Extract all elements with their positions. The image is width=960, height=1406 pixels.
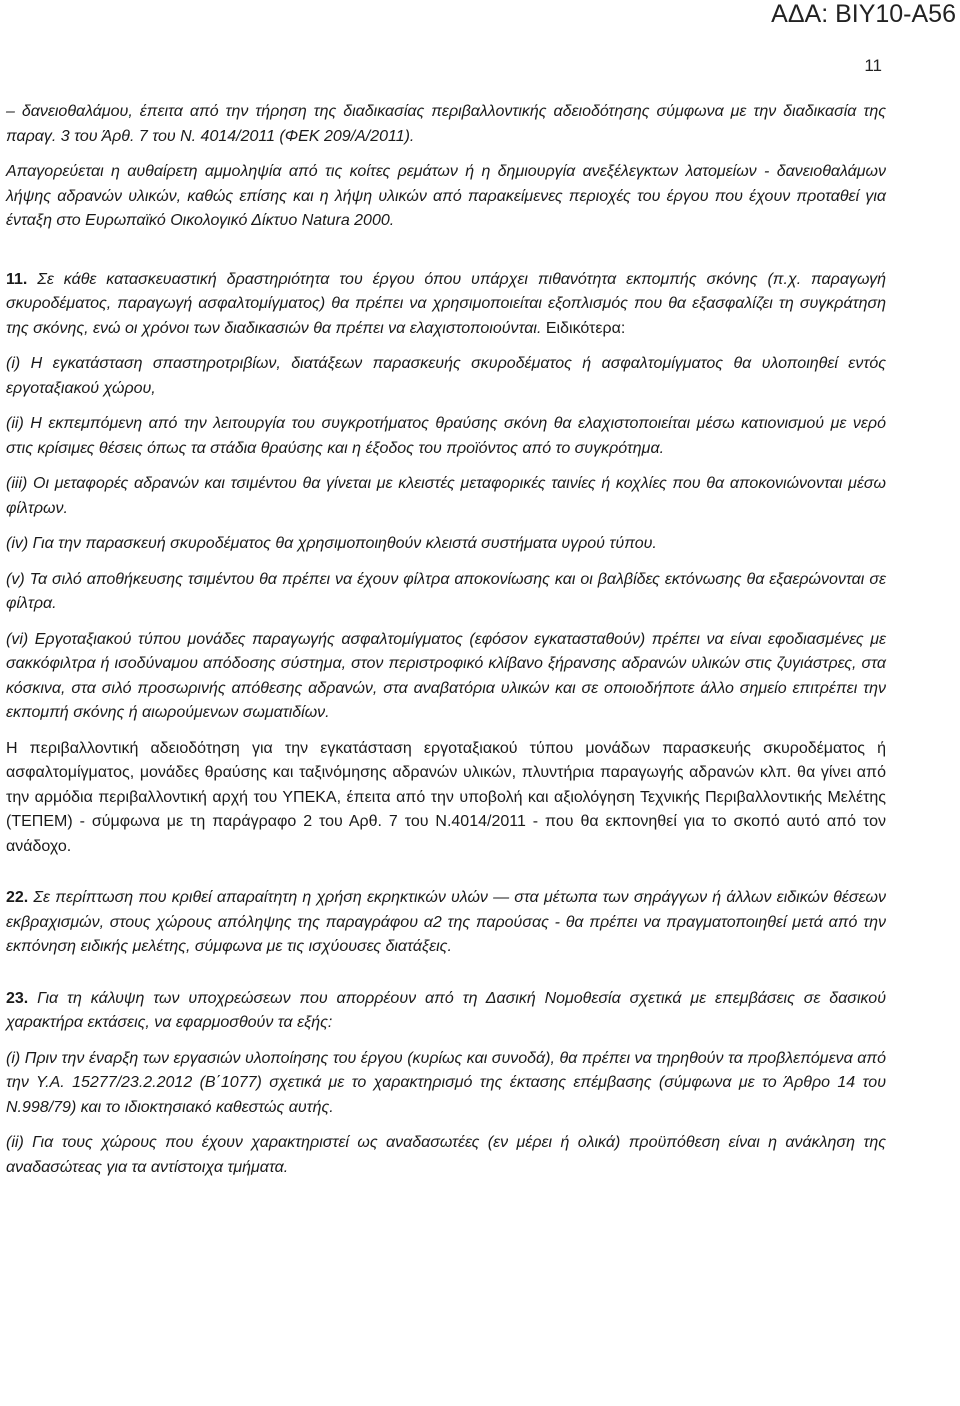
paragraph-item-22 [6,886,886,960]
item-number: 22. [6,889,29,906]
paragraph-sub-23-ii: (ii) Για τους χώρους που έχουν χαρακτηριστεί ως αναδασωτέες (εν μέρει ή ολικά) προϋπόθεση είναι η ανάκληση της αναδασώτεας για τα αντίστοιχα τμήματα. [6,1134,886,1176]
page-number: 11 [864,56,882,75]
paragraph-item-23 [6,987,886,1036]
paragraph-sub-v: (v) Τα σιλό αποθήκευσης τσιμέντου θα πρέπει να έχουν φίλτρα αποκονίωσης και οι βαλβίδες εκτόνωσης θα εξαερώνονται σε φίλτρα. [6,570,886,612]
paragraph-sub-iii: (iii) Οι μεταφορές αδρανών και τσιμέντου θα γίνεται με κλειστές μεταφορικές ταινίες ή κοχλίες που θα αποκονιώνονται μέσω φίλτρων. [6,475,886,517]
paragraph-licensing: Η περιβαλλοντική αδειοδότηση για την εγκατάσταση εργοταξιακού τύπου μονάδων παρασκευής σκυροδέματος ή ασφαλτομίγματος, μονάδες θραύσης και ταξινόμησης αδρανών υλικών, πλυντήρια παραγωγής αδρανών κλπ. θα γίνει από την αρμόδια περιβαλλοντική αρχή του ΥΠΕΚΑ, έπειτα από την υποβολή και αξιολόγηση Τεχνικής Περιβαλλοντικής Μελέτης (ΤΕΠΕΜ) - σύμφωνα με τη παράγραφο 2 του Αρθ. 7 του Ν.4014/2011 - που θα εκπονηθεί για το σκοπό αυτό από τον ανάδοχο. [6,739,886,855]
document-id: ΑΔΑ: ΒΙΥ10-Α56 [771,0,956,28]
paragraph-sub-i: (i) Η εγκατάσταση σπαστηροτριβίων, διατάξεων παρασκευής σκυροδέματος ή ασφαλτομίγματος θα υλοποιηθεί εντός εργοταξιακού χώρου, [6,355,886,397]
item-text: Για τη κάλυψη των υποχρεώσεων που απορρέουν από τη Δασική Νομοθεσία σχετικά με επεμβάσεις σε δασικού χαρακτήρα εκτάσεις, να εφαρμοσθούν τα εξής: [6,989,886,1031]
item-number: 11. [6,270,28,288]
item-tail: Ειδικότερα: [541,319,626,337]
paragraph-sub-23-i: (i) Πριν την έναρξη των εργασιών υλοποίησης του έργου (κυρίως και συνοδά), θα πρέπει να τηρηθούν τα προβλεπόμενα από την Υ.Α. 15277/23.2.2012 (Β΄1077) σχετικά με το χαρακτηρισμό της έκτασης επέμβασης (σύμφωνα με το Άρθρο 14 του Ν.998/79) και το ιδιοκτησιακό καθεστώς αυτής. [6,1049,886,1116]
item-number: 23. [6,989,29,1007]
paragraph-continuation: – δανειοθαλάμου, έπειτα από την τήρηση της διαδικασίας περιβαλλοντικής αδειοδότησης σύμφωνα με την διαδικασία της παραγ. 3 του Άρθ. 7 του Ν. 4014/2011 (ΦΕΚ 209/Α/2011). [6,103,886,145]
item-text: Σε περίπτωση που κριθεί απαραίτητη η χρήση εκρηκτικών υλών — στα μέτωπα των σηράγγων ή άλλων ειδικών θέσεων εκβραχισμών, στους χώρους απόληψης της παραγράφου α2 της παρούσας - θα πρέπει να πραγματοποιηθεί μετά από την εκπόνηση ειδικής μελέτης, σύμφωνα με τις ισχύουσες διατάξεις. [6,889,886,955]
paragraph-prohibition: Απαγορεύεται η αυθαίρετη αμμοληψία από τις κοίτες ρεμάτων ή η δημιουργία ανεξέλεγκτων λατομείων - δανειοθαλάμων λήψης αδρανών υλικών, καθώς επίσης και η λήψη υλικών από παρακείμενες περιοχές του έργου που έχουν προταθεί για ένταξη στο Ευρωπαϊκό Οικολογικό Δίκτυο Natura 2000. [6,163,886,229]
paragraph-sub-iv: (iv) Για την παρασκευή σκυροδέματος θα χρησιμοποιηθούν κλειστά συστήματα υγρού τύπου. [6,535,657,552]
paragraph-item-11 [6,268,886,342]
paragraph-sub-vi: (vi) Εργοταξιακού τύπου μονάδες παραγωγής ασφαλτομίγματος (εφόσον εγκατασταθούν) πρέπει να είναι εφοδιασμένες με σακκόφιλτρα ή ισοδύναμου απόδοσης σύστημα, στον περιστροφικό κλίβανο ξήρανσης αδρανών υλικών στις ζυγιάστρες, στα κόσκινα, στα σιλό προσωρινής απόθεσης αδρανών, στα αναβατόρια υλικών και σε οποιοδήποτε άλλο σημείο επιτρέπει την εκπομπή σκόνης ή αιωρούμενων σωματιδίων. [6,630,886,721]
paragraph-sub-ii: (ii) Η εκπεμπόμενη από την λειτουργία του συγκροτήματος θραύσης σκόνη θα ελαχιστοποιείται μέσω κατιονισμού με νερό στις κρίσιμες θέσεις όπως τα στάδια θραύσης και η έξοδος του προϊόντος από το συγκρότημα. [6,415,886,457]
document-body [6,100,886,1191]
item-text: Σε κάθε κατασκευαστική δραστηριότητα του έργου όπου υπάρχει πιθανότητα εκπομπής σκόνης (π.χ. παραγωγή σκυροδέματος, παραγωγή ασφαλτομίγματος) θα πρέπει να χρησιμοποιείται εξοπλισμός που θα εξασφαλίζει τη συγκράτηση της σκόνης, ενώ οι χρόνοι των διαδικασιών θα πρέπει να ελαχιστοποιούνται. [6,270,886,337]
